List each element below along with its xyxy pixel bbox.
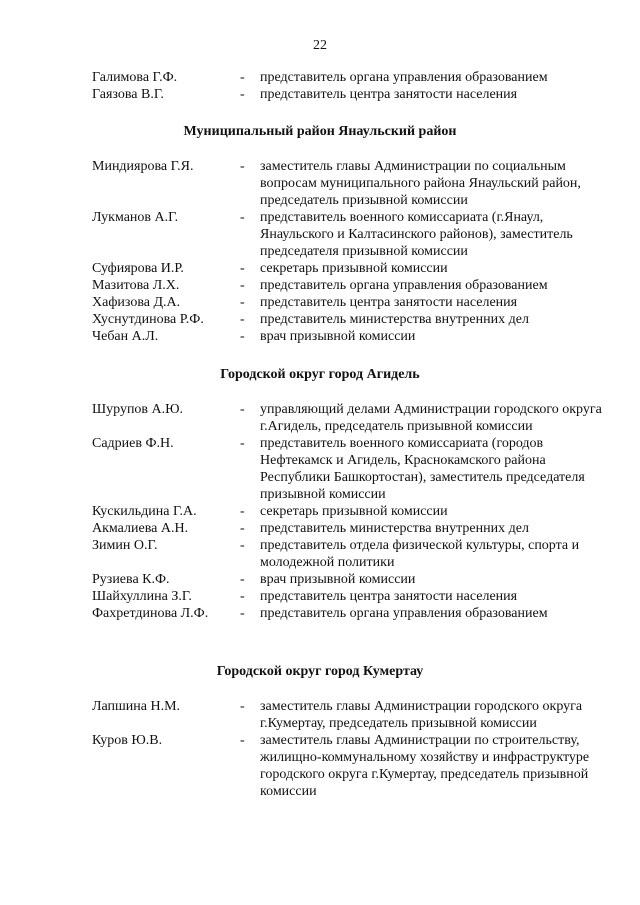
member-role: представитель отдела физической культуры, спорта и молодежной политики bbox=[260, 538, 580, 570]
section-title-agidel: Городской округ город Агидель bbox=[220, 367, 420, 382]
member-role: представитель центра занятости населения bbox=[260, 87, 518, 102]
member-role: заместитель главы Администрации по социальным вопросам муниципального района Янаульский район, председатель призывной комиссии bbox=[260, 159, 581, 208]
member-name: Рузиева К.Ф. bbox=[92, 572, 170, 587]
member-row bbox=[92, 503, 612, 520]
member-role: представитель центра занятости населения bbox=[260, 295, 518, 310]
member-role: представитель органа управления образованием bbox=[260, 70, 548, 85]
member-row bbox=[92, 571, 612, 588]
member-row bbox=[92, 260, 612, 277]
member-role: секретарь призывной комиссии bbox=[260, 261, 448, 276]
member-role: представитель военного комиссариата (городов Нефтекамск и Агидель, Краснокамского района Республики Башкортостан), заместитель председателя призывной комиссии bbox=[260, 436, 585, 502]
member-dash: - bbox=[240, 402, 245, 417]
member-name: Кускильдина Г.А. bbox=[92, 504, 197, 519]
member-dash: - bbox=[240, 70, 245, 85]
member-row bbox=[92, 277, 612, 294]
member-dash: - bbox=[240, 159, 245, 174]
member-row bbox=[92, 294, 612, 311]
member-role: представитель центра занятости населения bbox=[260, 589, 518, 604]
member-dash: - bbox=[240, 699, 245, 714]
member-name: Фахретдинова Л.Ф. bbox=[92, 606, 209, 621]
member-dash: - bbox=[240, 572, 245, 587]
member-role: представитель военного комиссариата (г.Янаул, Янаульского и Калтасинского районов), заместитель председателя призывной комиссии bbox=[260, 210, 573, 259]
member-row bbox=[92, 328, 612, 345]
member-dash: - bbox=[240, 278, 245, 293]
member-row bbox=[92, 537, 612, 571]
member-name: Галимова Г.Ф. bbox=[92, 70, 178, 85]
member-row bbox=[92, 698, 612, 732]
member-dash: - bbox=[240, 436, 245, 451]
member-dash: - bbox=[240, 538, 245, 553]
member-name: Шайхуллина З.Г. bbox=[92, 589, 192, 604]
section-continuation bbox=[92, 69, 612, 103]
member-name: Зимин О.Г. bbox=[92, 538, 158, 553]
member-role: заместитель главы Администрации городского округа г.Кумертау, председатель призывной комиссии bbox=[260, 699, 583, 731]
section-title-kumertau: Городской округ город Кумертау bbox=[216, 664, 424, 679]
member-name: Лапшина Н.М. bbox=[92, 699, 181, 714]
member-name: Куров Ю.В. bbox=[92, 733, 163, 748]
member-role: заместитель главы Администрации по строительству, жилищно-коммунальному хозяйству и инфраструктуре городского округа г.Кумертау, председатель призывной комиссии bbox=[260, 733, 590, 799]
member-row bbox=[92, 435, 612, 503]
member-dash: - bbox=[240, 261, 245, 276]
member-row bbox=[92, 732, 612, 800]
section-title-yanaul: Муниципальный район Янаульский район bbox=[183, 124, 457, 139]
member-dash: - bbox=[240, 329, 245, 344]
member-name: Шурупов А.Ю. bbox=[92, 402, 184, 417]
member-name: Лукманов А.Г. bbox=[92, 210, 179, 225]
member-role: управляющий делами Администрации городского округа г.Агидель, председатель призывной комиссии bbox=[260, 402, 602, 434]
member-dash: - bbox=[240, 589, 245, 604]
member-row bbox=[92, 158, 612, 209]
member-name: Хафизова Д.А. bbox=[92, 295, 181, 310]
member-name: Суфиярова И.Р. bbox=[92, 261, 184, 276]
member-row bbox=[92, 69, 612, 86]
member-row bbox=[92, 209, 612, 260]
member-role: представитель органа управления образованием bbox=[260, 278, 548, 293]
member-name: Гаязова В.Г. bbox=[92, 87, 164, 102]
member-role: представитель органа управления образованием bbox=[260, 606, 548, 621]
page-number: 22 bbox=[313, 38, 327, 53]
member-row bbox=[92, 86, 612, 103]
member-dash: - bbox=[240, 295, 245, 310]
member-name: Миндиярова Г.Я. bbox=[92, 159, 194, 174]
member-dash: - bbox=[240, 733, 245, 748]
member-dash: - bbox=[240, 210, 245, 225]
member-dash: - bbox=[240, 504, 245, 519]
member-dash: - bbox=[240, 87, 245, 102]
member-row bbox=[92, 401, 612, 435]
member-name: Хуснутдинова Р.Ф. bbox=[92, 312, 204, 327]
member-name: Акмалиева А.Н. bbox=[92, 521, 189, 536]
member-dash: - bbox=[240, 312, 245, 327]
member-name: Мазитова Л.Х. bbox=[92, 278, 180, 293]
member-row bbox=[92, 311, 612, 328]
section-members-agidel bbox=[92, 401, 612, 622]
member-dash: - bbox=[240, 606, 245, 621]
member-dash: - bbox=[240, 521, 245, 536]
member-row bbox=[92, 605, 612, 622]
section-members-yanaul bbox=[92, 158, 612, 345]
member-role: врач призывной комиссии bbox=[260, 572, 416, 587]
member-name: Чебан А.Л. bbox=[92, 329, 159, 344]
member-role: представитель министерства внутренних дел bbox=[260, 521, 529, 536]
member-role: представитель министерства внутренних дел bbox=[260, 312, 529, 327]
member-row bbox=[92, 520, 612, 537]
member-row bbox=[92, 588, 612, 605]
member-role: врач призывной комиссии bbox=[260, 329, 416, 344]
section-members-kumertau bbox=[92, 698, 612, 800]
member-name: Садриев Ф.Н. bbox=[92, 436, 174, 451]
member-role: секретарь призывной комиссии bbox=[260, 504, 448, 519]
